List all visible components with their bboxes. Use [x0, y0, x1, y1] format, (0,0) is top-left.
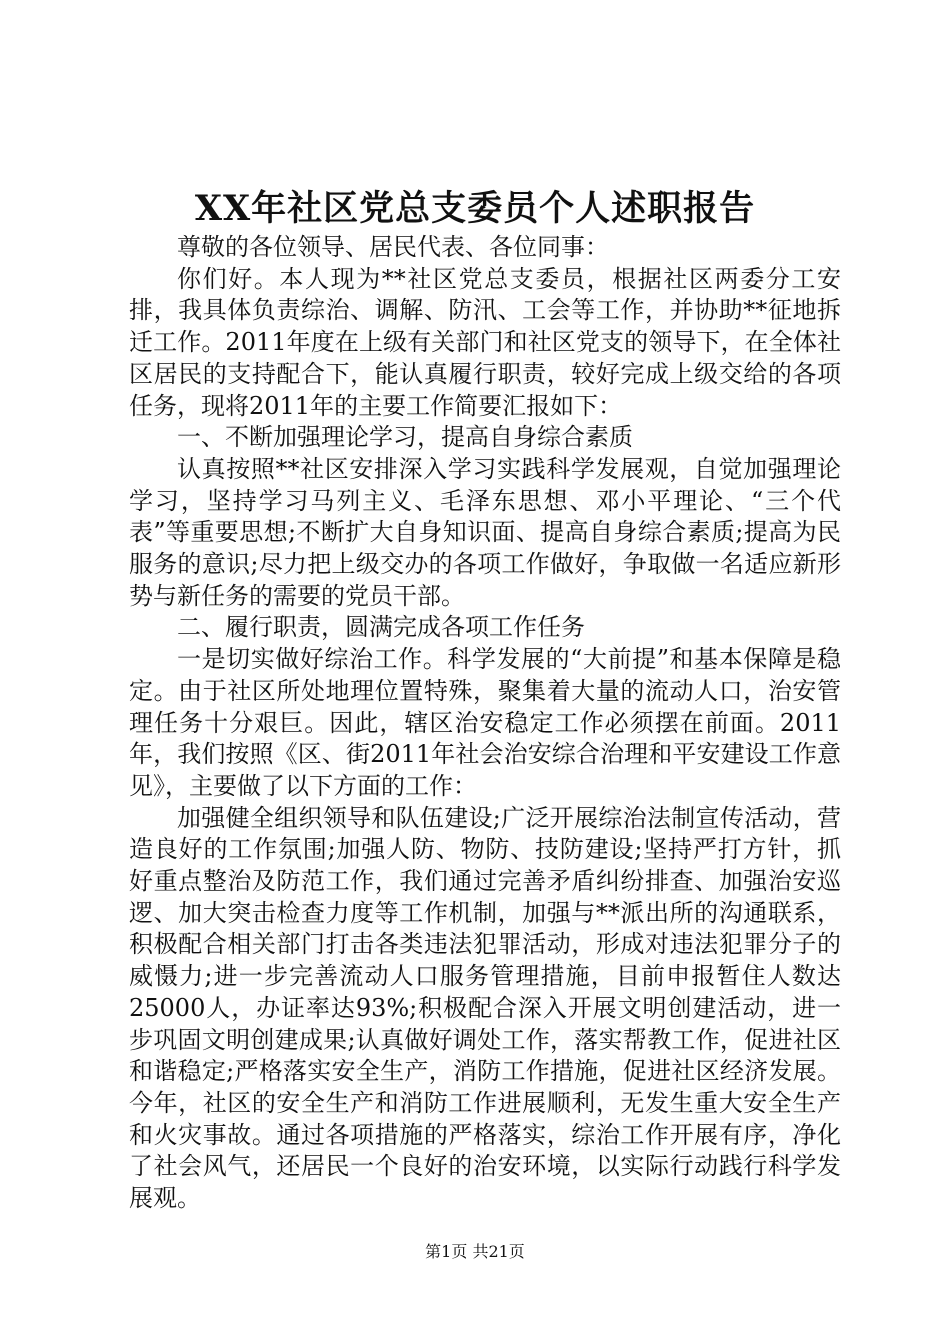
section-1-paragraph: 认真按照**社区安排深入学习实践科学发展观，自觉加强理论学习，坚持学习马列主义、毛泽东思想、邓小平理论、“三个代表”等重要思想;不断扩大自身知识面、提高自身综合素质;提高为民服务的意识;尽力把上级交办的各项工作做好，争取做一名适应新形势与新任务的需要的党员干部。	[129, 454, 841, 610]
salutation-paragraph: 尊敬的各位领导、居民代表、各位同事：	[177, 233, 609, 261]
intro-paragraph: 你们好。本人现为**社区党总支委员，根据社区两委分工安排，我具体负责综治、调解、防汛、工会等工作，并协助**征地拆迁工作。2011年度在上级有关部门和社区党支的领导下，在全体社区居民的支持配合下，能认真履行职责，较好完成上级交给的各项任务，现将2011年的主要工作简要汇报如下：	[129, 264, 841, 420]
section-2-paragraph-1: 一是切实做好综治工作。科学发展的“大前提”和基本保障是稳定。由于社区所处地理位置特殊，聚集着大量的流动人口，治安管理任务十分艰巨。因此，辖区治安稳定工作必须摆在前面。2011年，我们按照《区、街2011年社会治安综合治理和平安建设工作意见》，主要做了以下方面的工作：	[129, 645, 841, 800]
document-title: XX年社区党总支委员个人述职报告	[194, 188, 756, 229]
document-body	[129, 232, 841, 1215]
section-heading-2: 二、履行职责，圆满完成各项工作任务	[177, 613, 585, 642]
section-2-paragraph-2: 加强健全组织领导和队伍建设;广泛开展综治法制宣传活动，营造良好的工作氛围;加强人防、物防、技防建设;坚持严打方针，抓好重点整治及防范工作，我们通过完善矛盾纠纷排查、加强治安巡逻、加大突击检查力度等工作机制，加强与**派出所的沟通联系，积极配合相关部门打击各类违法犯罪活动，形成对违法犯罪分子的威慑力;进一步完善流动人口服务管理措施，目前申报暂住人数达25000人，办证率达93%;积极配合深入开展文明创建活动，进一步巩固文明创建成果;认真做好调处工作，落实帮教工作，促进社区和谐稳定;严格落实安全生产，消防工作措施，促进社区经济发展。今年，社区的安全生产和消防工作进展顺利，无发生重大安全生产和火灾事故。通过各项措施的严格落实，综治工作开展有序，净化了社会风气，还居民一个良好的治安环境，以实际行动践行科学发展观。	[129, 803, 841, 1213]
page-number-footer: 第1页 共21页	[425, 1242, 525, 1261]
section-heading-1: 一、不断加强理论学习，提高自身综合素质	[177, 423, 633, 452]
